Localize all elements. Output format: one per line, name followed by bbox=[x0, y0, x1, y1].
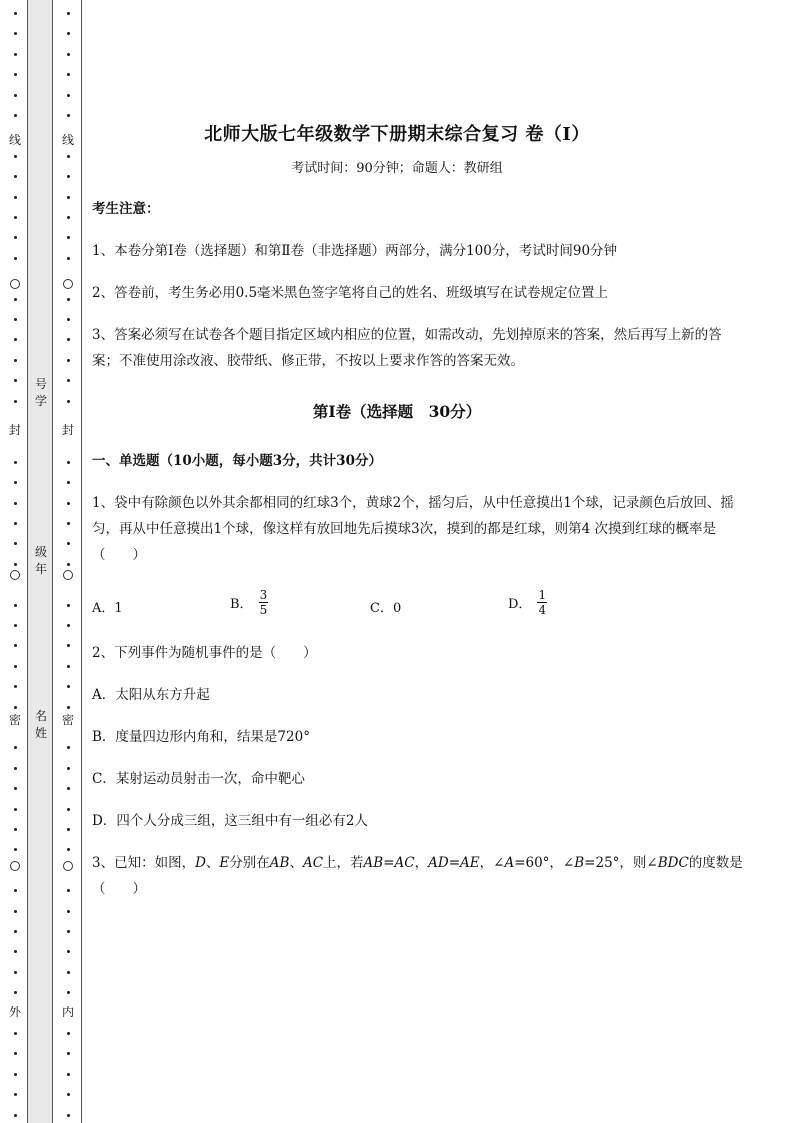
margin-dot bbox=[14, 930, 17, 933]
margin-dot bbox=[67, 318, 70, 321]
margin-dot bbox=[67, 379, 70, 382]
margin-dot bbox=[67, 12, 70, 15]
inner-margin-label: 内 bbox=[61, 1005, 74, 1019]
q1-option-d: D． $\frac{1}{4}$ bbox=[508, 588, 547, 617]
margin-dot bbox=[67, 481, 70, 484]
margin-dot bbox=[14, 991, 17, 994]
margin-dot bbox=[67, 400, 70, 403]
margin-dot bbox=[14, 563, 17, 566]
margin-dot bbox=[14, 73, 17, 76]
question-3-text: 3、已知：如图，D、E分别在AB、AC上，若AB=AC，AD=AE，∠A=60°，∠B=25°，则∠BDC的度数是（ ） bbox=[92, 855, 743, 897]
margin-dot bbox=[14, 175, 17, 178]
binding-margin-inner bbox=[53, 0, 82, 1123]
question-1-text: 1、袋中有除颜色以外其余都相同的红球3个，黄球2个，摇匀后，从中任意摸出1个球，记录颜色后放回、摇匀，再从中任意摸出1个球，像这样有放回地先后摸球3次，摸到的都是红球，则第4 次摸到红球的概率是（ ） bbox=[92, 495, 734, 563]
q2-option-c: C．某射运动员射击一次，命中靶心 bbox=[92, 771, 305, 787]
margin-dot bbox=[14, 359, 17, 362]
inner-margin-label: 密 bbox=[61, 713, 74, 727]
margin-dot bbox=[67, 787, 70, 790]
margin-dot bbox=[14, 950, 17, 953]
margin-dot bbox=[14, 1052, 17, 1055]
inner-margin-label: 线 bbox=[61, 133, 74, 147]
margin-dot bbox=[67, 644, 70, 647]
q2-option-b: B．度量四边形内角和，结果是720° bbox=[92, 729, 310, 745]
inner-margin-label: 封 bbox=[61, 423, 74, 437]
margin-dot bbox=[67, 114, 70, 117]
strip-label-xuehao: 号 学 bbox=[34, 377, 47, 408]
margin-dot bbox=[67, 848, 70, 851]
outer-margin-label: 封 bbox=[8, 423, 21, 437]
margin-dot bbox=[67, 175, 70, 178]
margin-dot bbox=[14, 53, 17, 56]
margin-dot bbox=[14, 848, 17, 851]
margin-dot bbox=[67, 706, 70, 709]
q1-option-c: C．0 bbox=[370, 601, 402, 616]
margin-dot bbox=[67, 461, 70, 464]
notice-item-2: 2、答卷前，考生务必用0.5毫米黑色签字笔将自己的姓名、班级填写在试卷规定位置上 bbox=[92, 285, 609, 301]
margin-dot bbox=[67, 502, 70, 505]
margin-dot bbox=[14, 542, 17, 545]
margin-dot bbox=[14, 685, 17, 688]
margin-dot bbox=[14, 889, 17, 892]
margin-dot bbox=[14, 808, 17, 811]
margin-dot bbox=[14, 12, 17, 15]
margin-dot bbox=[14, 379, 17, 382]
margin-dot bbox=[14, 910, 17, 913]
margin-circle-icon bbox=[63, 570, 73, 580]
margin-dot bbox=[14, 767, 17, 770]
margin-dot bbox=[67, 910, 70, 913]
notice-item-1: 1、本卷分第Ⅰ卷（选择题）和第Ⅱ卷（非选择题）两部分，满分100分，考试时间90分钟 bbox=[92, 243, 618, 259]
exam-title: 北师大版七年级数学下册期末综合复习 卷（Ⅰ） bbox=[204, 124, 590, 145]
margin-dot bbox=[14, 746, 17, 749]
margin-dot bbox=[14, 624, 17, 627]
margin-dot bbox=[67, 53, 70, 56]
margin-dot bbox=[67, 73, 70, 76]
margin-dot bbox=[67, 196, 70, 199]
margin-dot bbox=[67, 808, 70, 811]
q1-option-b-fraction: $\frac{3}{5}$ bbox=[259, 588, 268, 617]
binding-margin-strip bbox=[27, 0, 53, 1123]
margin-dot bbox=[14, 604, 17, 607]
notice-heading: 考生注意： bbox=[92, 201, 160, 217]
strip-label-xingming: 名 姓 bbox=[34, 709, 47, 740]
margin-dot bbox=[67, 1032, 70, 1035]
question-2-text: 2、下列事件为随机事件的是（ ） bbox=[92, 645, 317, 661]
margin-dot bbox=[14, 1073, 17, 1076]
margin-dot bbox=[14, 481, 17, 484]
strip-label-nianji: 级 年 bbox=[34, 545, 47, 576]
outer-margin-label: 外 bbox=[8, 1005, 21, 1019]
q2-option-d: D．四个人分成三组，这三组中有一组必有2人 bbox=[92, 813, 368, 829]
margin-dot bbox=[67, 767, 70, 770]
margin-dot bbox=[67, 236, 70, 239]
margin-dot bbox=[67, 624, 70, 627]
margin-dot bbox=[14, 1032, 17, 1035]
margin-dot bbox=[67, 746, 70, 749]
margin-circle-icon bbox=[63, 279, 73, 289]
margin-dot bbox=[14, 502, 17, 505]
margin-dot bbox=[14, 318, 17, 321]
outer-margin-label: 线 bbox=[8, 133, 21, 147]
margin-dot bbox=[67, 971, 70, 974]
margin-dot bbox=[67, 32, 70, 35]
margin-dot bbox=[14, 94, 17, 97]
q1-option-a: A．1 bbox=[92, 601, 123, 616]
margin-dot bbox=[67, 889, 70, 892]
outer-margin-label: 密 bbox=[8, 713, 21, 727]
margin-dot bbox=[67, 216, 70, 219]
margin-dot bbox=[67, 338, 70, 341]
margin-dot bbox=[67, 930, 70, 933]
margin-dot bbox=[67, 298, 70, 301]
margin-dot bbox=[14, 114, 17, 117]
margin-dot bbox=[67, 257, 70, 260]
margin-dot bbox=[67, 1093, 70, 1096]
part1-title: 第Ⅰ卷（选择题 30分） bbox=[312, 402, 482, 421]
margin-dot bbox=[14, 1114, 17, 1117]
margin-dot bbox=[14, 32, 17, 35]
margin-dot bbox=[14, 1093, 17, 1096]
margin-dot bbox=[67, 542, 70, 545]
margin-dot bbox=[67, 991, 70, 994]
margin-dot bbox=[14, 971, 17, 974]
margin-dot bbox=[67, 685, 70, 688]
margin-dot bbox=[67, 828, 70, 831]
margin-circle-icon bbox=[10, 861, 20, 871]
q1-option-b: B． $\frac{3}{5}$ bbox=[230, 588, 268, 617]
margin-dot bbox=[67, 155, 70, 158]
margin-dot bbox=[67, 359, 70, 362]
margin-dot bbox=[67, 604, 70, 607]
margin-dot bbox=[14, 787, 17, 790]
notice-item-3: 3、答案必须写在试卷各个题目指定区域内相应的位置，如需改动，先划掉原来的答案，然后再写上新的答案；不准使用涂改液、胶带纸、修正带，不按以上要求作答的答案无效。 bbox=[92, 327, 722, 369]
binding-margin-outer bbox=[0, 0, 27, 1123]
margin-dot bbox=[14, 665, 17, 668]
margin-circle-icon bbox=[10, 279, 20, 289]
margin-dot bbox=[67, 94, 70, 97]
margin-dot bbox=[14, 155, 17, 158]
margin-dot bbox=[14, 461, 17, 464]
margin-dot bbox=[14, 400, 17, 403]
margin-dot bbox=[67, 522, 70, 525]
margin-dot bbox=[14, 706, 17, 709]
margin-dot bbox=[14, 257, 17, 260]
margin-dot bbox=[14, 298, 17, 301]
q1-option-d-fraction: $\frac{1}{4}$ bbox=[538, 588, 547, 617]
margin-dot bbox=[67, 563, 70, 566]
margin-dot bbox=[14, 522, 17, 525]
margin-circle-icon bbox=[10, 570, 20, 580]
margin-dot bbox=[14, 338, 17, 341]
exam-subtitle: 考试时间：90分钟；命题人：教研组 bbox=[291, 161, 503, 176]
margin-dot bbox=[14, 236, 17, 239]
q2-option-a: A．太阳从东方升起 bbox=[92, 687, 210, 703]
margin-dot bbox=[67, 665, 70, 668]
margin-dot bbox=[67, 1073, 70, 1076]
margin-dot bbox=[67, 950, 70, 953]
margin-circle-icon bbox=[63, 861, 73, 871]
margin-dot bbox=[14, 196, 17, 199]
section-single-choice: 一、单选题（10小题，每小题3分，共计30分） bbox=[92, 453, 382, 469]
margin-dot bbox=[67, 1052, 70, 1055]
margin-dot bbox=[14, 644, 17, 647]
margin-dot bbox=[14, 216, 17, 219]
margin-dot bbox=[67, 1114, 70, 1117]
margin-dot bbox=[14, 828, 17, 831]
